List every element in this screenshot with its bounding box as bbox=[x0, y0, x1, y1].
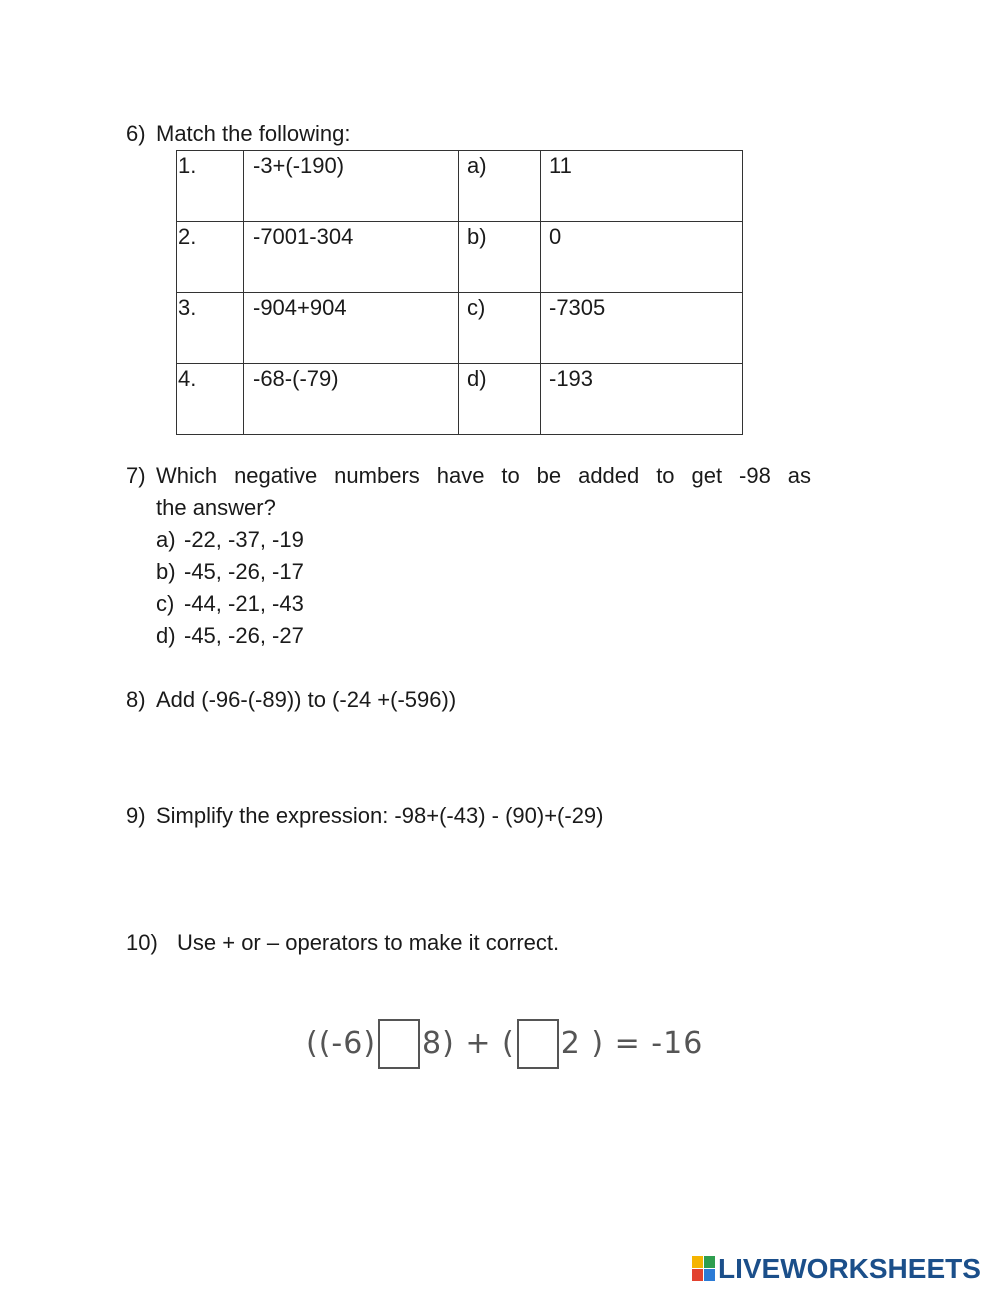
expression-cell: -904+904 bbox=[244, 293, 459, 364]
row-number: 2. bbox=[177, 222, 244, 293]
question-8 bbox=[126, 684, 726, 716]
question-7 bbox=[126, 460, 816, 650]
operator-box-1[interactable] bbox=[378, 1019, 420, 1069]
answer-value: -193 bbox=[541, 364, 743, 435]
option-b[interactable] bbox=[156, 556, 304, 588]
question-text-line-1: Which negative numbers have to be added to get -98 as bbox=[156, 463, 811, 488]
answer-letter: a) bbox=[459, 151, 541, 222]
option-label: c) bbox=[156, 591, 175, 616]
table-row bbox=[177, 364, 743, 435]
option-label: b) bbox=[156, 559, 176, 584]
logo-text: LIVEWORKSHEETS bbox=[718, 1253, 981, 1284]
question-number: 10) bbox=[126, 930, 158, 955]
question-text: Simplify the expression: -98+(-43) - (90)+(-29) bbox=[156, 803, 604, 828]
row-number: 1. bbox=[177, 151, 244, 222]
option-text: -44, -21, -43 bbox=[184, 591, 304, 616]
expression-cell: -68-(-79) bbox=[244, 364, 459, 435]
expression-part-1: ((-6) bbox=[306, 1025, 377, 1061]
table-row bbox=[177, 293, 743, 364]
option-d[interactable] bbox=[156, 620, 304, 652]
question-9 bbox=[126, 800, 726, 832]
match-table bbox=[176, 150, 743, 435]
answer-value: -7305 bbox=[541, 293, 743, 364]
question-text-line-2: the answer? bbox=[156, 495, 276, 520]
option-text: -22, -37, -19 bbox=[184, 527, 304, 552]
operator-box-2[interactable] bbox=[517, 1019, 559, 1069]
question-number: 7) bbox=[126, 463, 146, 488]
expression-part-3: 2 ) = -16 bbox=[560, 1025, 704, 1061]
answer-letter: b) bbox=[459, 222, 541, 293]
question-6 bbox=[126, 118, 826, 150]
question-text: Add (-96-(-89)) to (-24 +(-596)) bbox=[156, 687, 457, 712]
liveworksheets-logo bbox=[692, 1254, 981, 1284]
answer-value: 0 bbox=[541, 222, 743, 293]
option-text: -45, -26, -17 bbox=[184, 559, 304, 584]
question-number: 9) bbox=[126, 803, 146, 828]
answer-letter: c) bbox=[459, 293, 541, 364]
operator-expression bbox=[306, 1015, 706, 1071]
expression-part-2: 8) + ( bbox=[422, 1025, 515, 1061]
question-text: Use + or – operators to make it correct. bbox=[177, 930, 560, 955]
table-row bbox=[177, 151, 743, 222]
question-number: 8) bbox=[126, 687, 146, 712]
option-text: -45, -26, -27 bbox=[184, 623, 304, 648]
liveworksheets-logo-icon bbox=[692, 1256, 716, 1282]
expression-cell: -3+(-190) bbox=[244, 151, 459, 222]
option-c[interactable] bbox=[156, 588, 304, 620]
table-row bbox=[177, 222, 743, 293]
row-number: 4. bbox=[177, 364, 244, 435]
question-number: 6) bbox=[126, 121, 146, 146]
question-10 bbox=[126, 927, 726, 959]
option-a[interactable] bbox=[156, 524, 304, 556]
answer-value: 11 bbox=[541, 151, 743, 222]
option-label: d) bbox=[156, 623, 176, 648]
expression-cell: -7001-304 bbox=[244, 222, 459, 293]
row-number: 3. bbox=[177, 293, 244, 364]
answer-letter: d) bbox=[459, 364, 541, 435]
question-text: Match the following: bbox=[156, 121, 351, 146]
option-label: a) bbox=[156, 527, 176, 552]
